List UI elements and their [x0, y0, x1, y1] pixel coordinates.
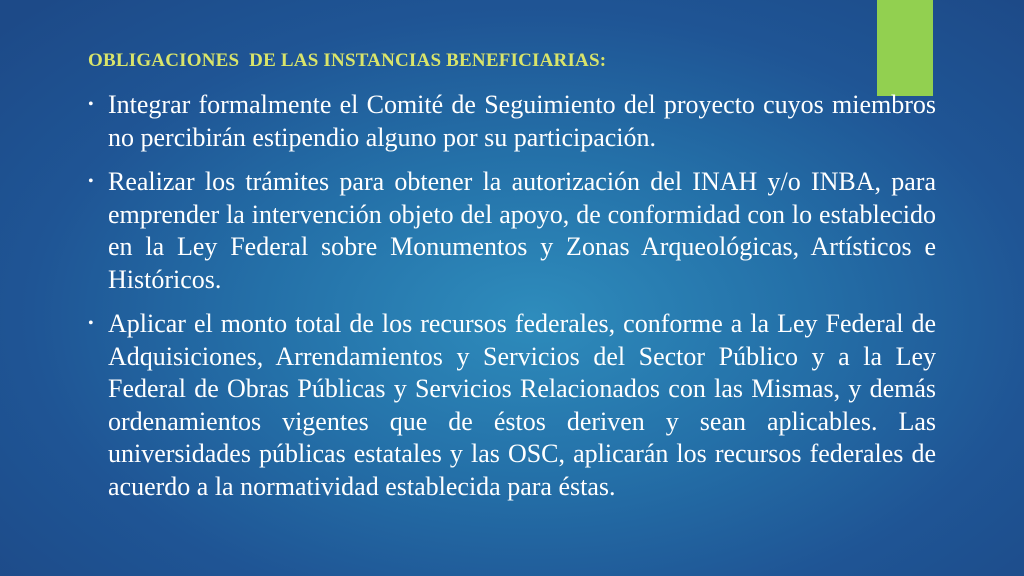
bullet-icon: • — [88, 96, 94, 113]
bullet-icon: • — [88, 173, 94, 190]
bullet-icon: • — [88, 315, 94, 332]
bullet-list — [88, 89, 936, 515]
bullet-text: Aplicar el monto total de los recursos federales, conforme a la Ley Federal de Adquisiciones, Arrendamientos y Servicios del Sector Público y a la Ley Federal de Obras Públicas y Servicios Relacionados con las Mismas, y demás ordenamientos vigentes que de éstos deriven y sean aplicables. Las universidades públicas estatales y las OSC, aplicarán los recursos federales de acuerdo a la normatividad establecida para éstas. — [108, 309, 936, 501]
bullet-text: Integrar formalmente el Comité de Seguimiento del proyecto cuyos miembros no percibirán estipendio alguno por su participación. — [108, 90, 936, 152]
accent-bar — [877, 0, 933, 96]
bullet-item — [88, 89, 936, 154]
bullet-text: Realizar los trámites para obtener la autorización del INAH y/o INBA, para emprender la intervención objeto del apoyo, de conformidad con lo establecido en la Ley Federal sobre Monumentos y Zonas Arqueológicas, Artísticos e Históricos. — [108, 167, 936, 294]
bullet-item — [88, 166, 936, 296]
slide-title: OBLIGACIONES DE LAS INSTANCIAS BENEFICIARIAS: — [88, 50, 607, 71]
bullet-item — [88, 308, 936, 503]
